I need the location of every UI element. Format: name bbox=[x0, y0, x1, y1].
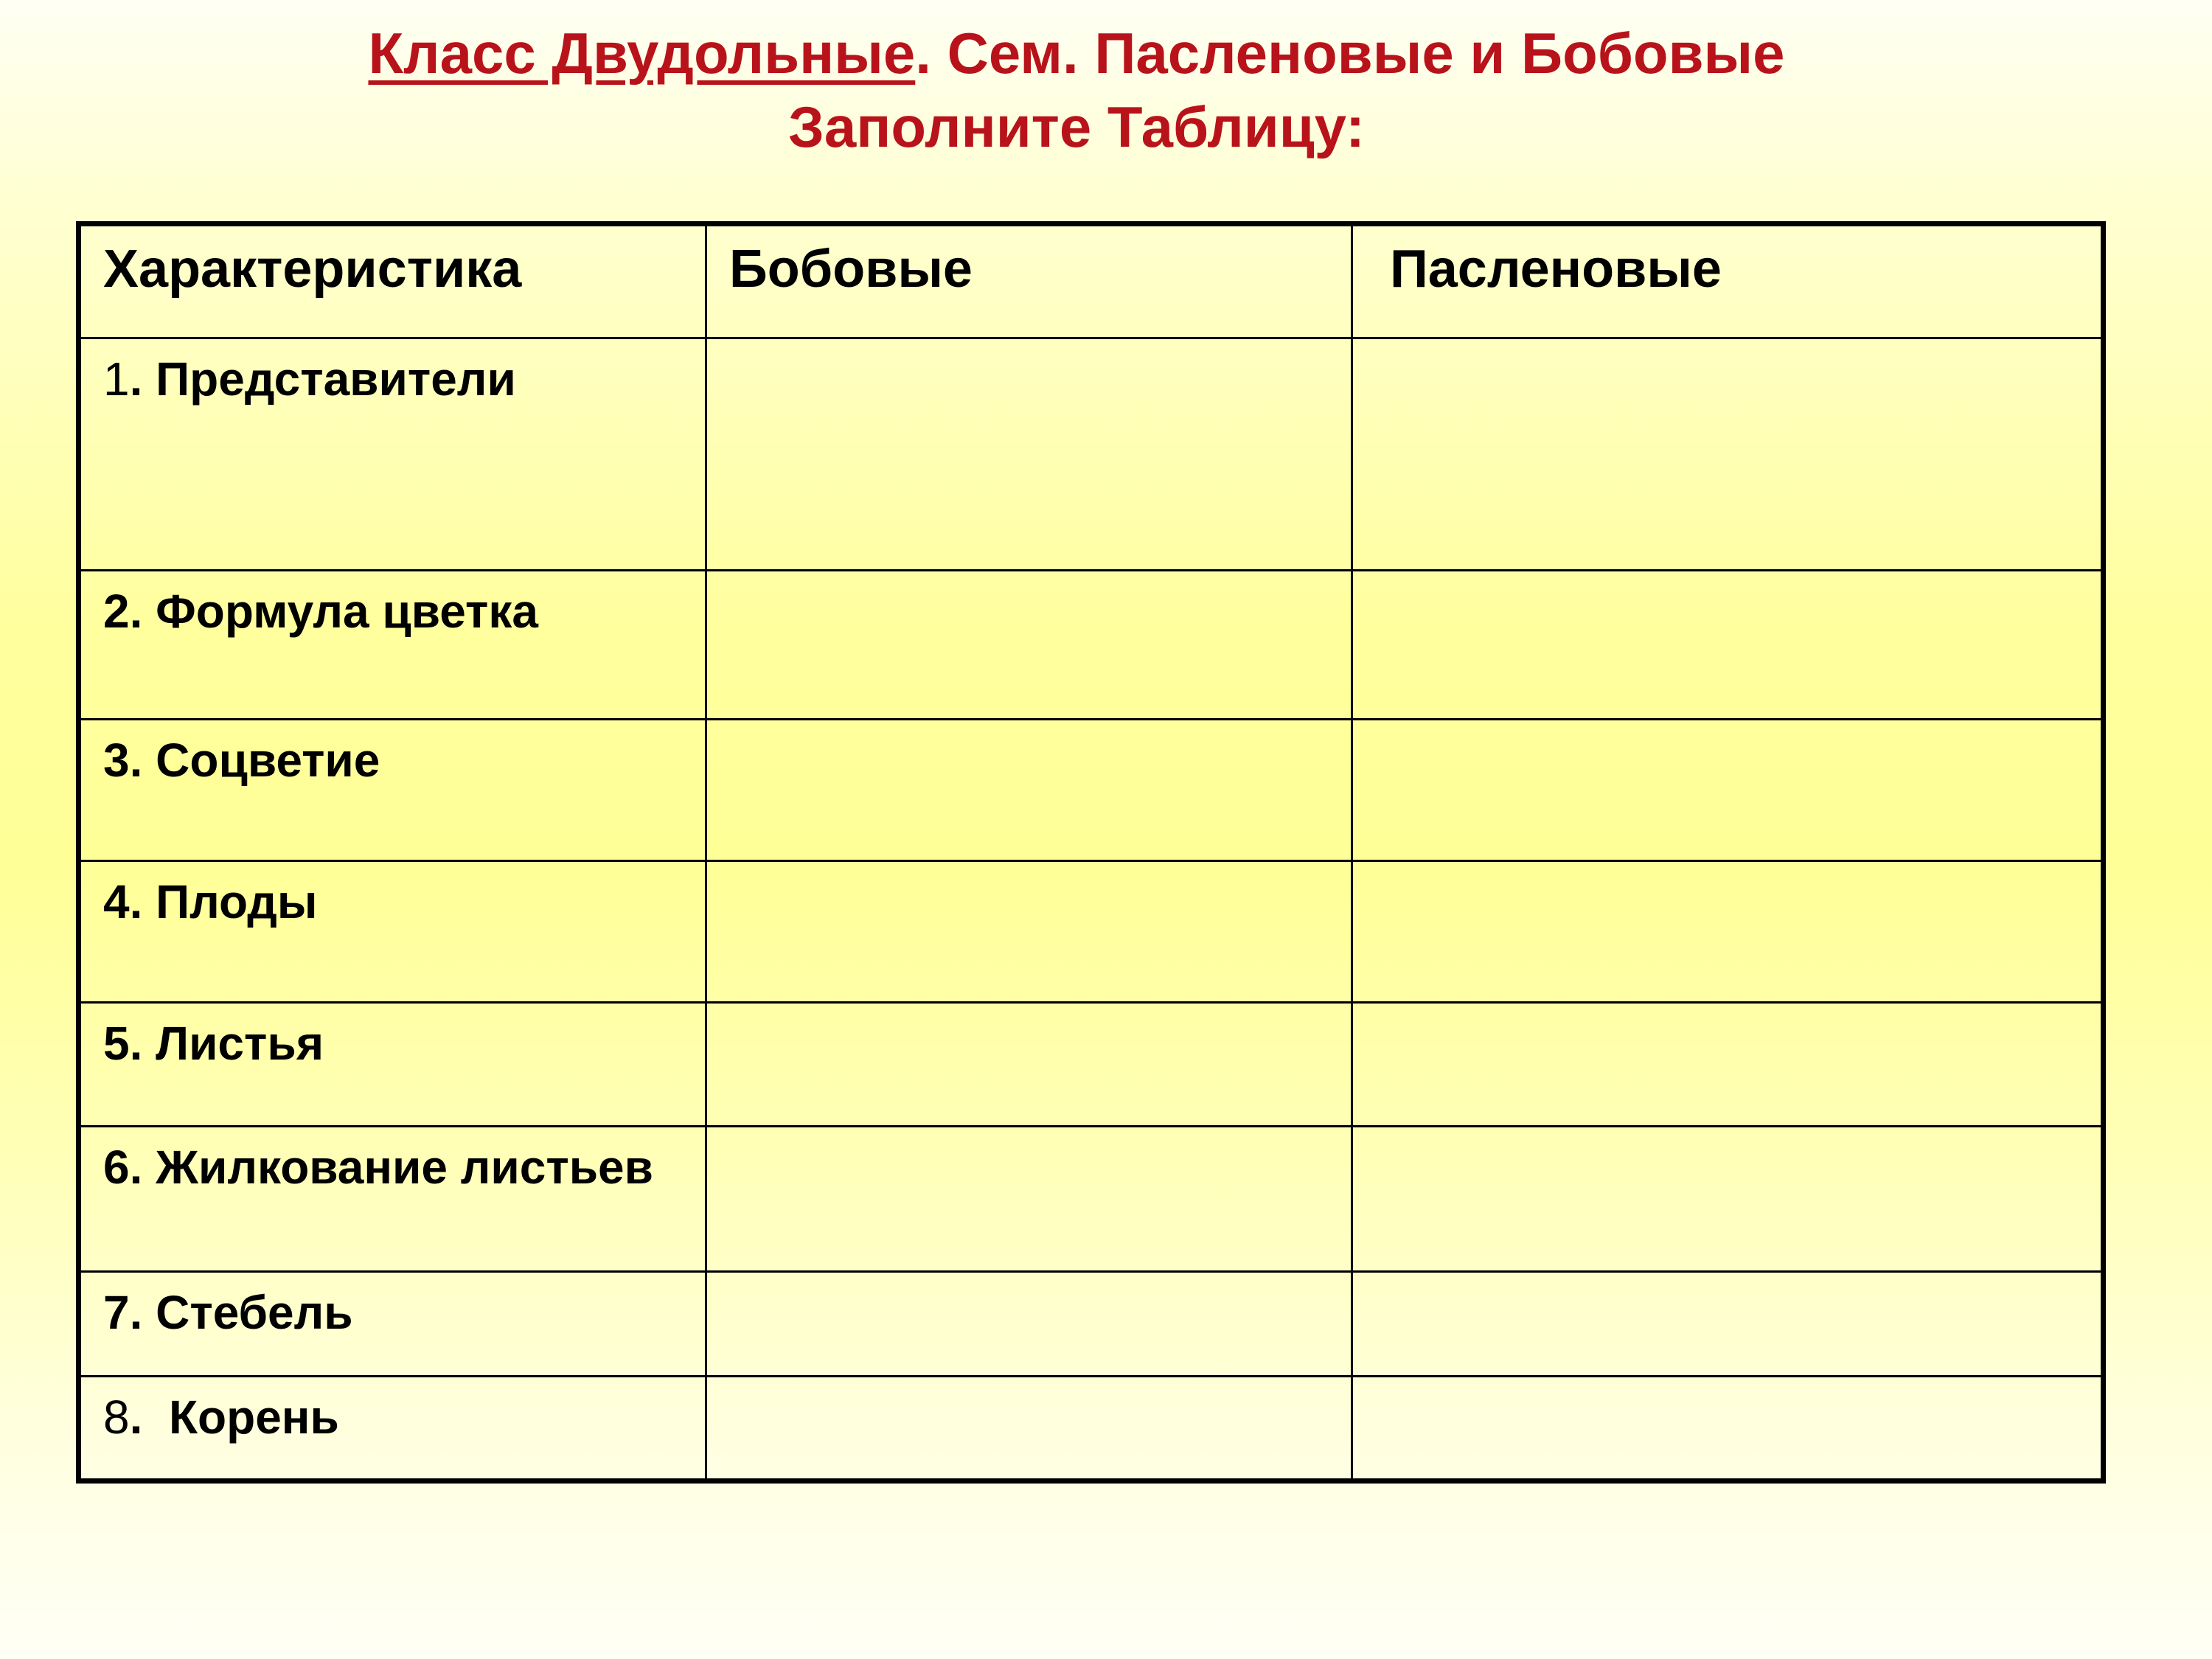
cell-bobovye[interactable] bbox=[706, 571, 1352, 720]
table-row bbox=[79, 861, 2104, 1003]
header-bobovye: Бобовые bbox=[706, 224, 1352, 338]
title-families: . Сем. Пасленовые и Бобовые bbox=[915, 21, 1785, 86]
table-row bbox=[79, 338, 2104, 571]
title-line-1 bbox=[0, 16, 2153, 90]
page-title bbox=[0, 16, 2153, 164]
title-class-link: Класс Двудольные bbox=[368, 21, 916, 86]
row-label: 3. Соцветие bbox=[79, 720, 706, 861]
cell-bobovye[interactable] bbox=[706, 1003, 1352, 1127]
cell-bobovye[interactable] bbox=[706, 720, 1352, 861]
row-label: 8. Корень bbox=[79, 1377, 706, 1481]
header-paslenovye: Пасленовые bbox=[1352, 224, 2104, 338]
row-label: 2. Формула цветка bbox=[79, 571, 706, 720]
cell-paslenovye[interactable] bbox=[1352, 1003, 2104, 1127]
cell-paslenovye[interactable] bbox=[1352, 571, 2104, 720]
row-label: 5. Листья bbox=[79, 1003, 706, 1127]
cell-paslenovye[interactable] bbox=[1352, 720, 2104, 861]
table-row bbox=[79, 1377, 2104, 1481]
title-line-2: Заполните Таблицу: bbox=[787, 94, 1366, 159]
cell-bobovye[interactable] bbox=[706, 1272, 1352, 1377]
cell-paslenovye[interactable] bbox=[1352, 338, 2104, 571]
cell-paslenovye[interactable] bbox=[1352, 1272, 2104, 1377]
cell-bobovye[interactable] bbox=[706, 338, 1352, 571]
cell-paslenovye[interactable] bbox=[1352, 1377, 2104, 1481]
table-row bbox=[79, 1003, 2104, 1127]
table-header-row bbox=[79, 224, 2104, 338]
table-row bbox=[79, 1127, 2104, 1272]
table-row bbox=[79, 720, 2104, 861]
cell-bobovye[interactable] bbox=[706, 1377, 1352, 1481]
row-label: 4. Плоды bbox=[79, 861, 706, 1003]
row-label: 7. Стебель bbox=[79, 1272, 706, 1377]
header-characteristic: Характеристика bbox=[79, 224, 706, 338]
comparison-table bbox=[76, 221, 2106, 1484]
cell-bobovye[interactable] bbox=[706, 861, 1352, 1003]
cell-paslenovye[interactable] bbox=[1352, 1127, 2104, 1272]
table-row bbox=[79, 1272, 2104, 1377]
row-label: 1. Представители bbox=[79, 338, 706, 571]
row-label: 6. Жилкование листьев bbox=[79, 1127, 706, 1272]
table-row bbox=[79, 571, 2104, 720]
cell-paslenovye[interactable] bbox=[1352, 861, 2104, 1003]
cell-bobovye[interactable] bbox=[706, 1127, 1352, 1272]
